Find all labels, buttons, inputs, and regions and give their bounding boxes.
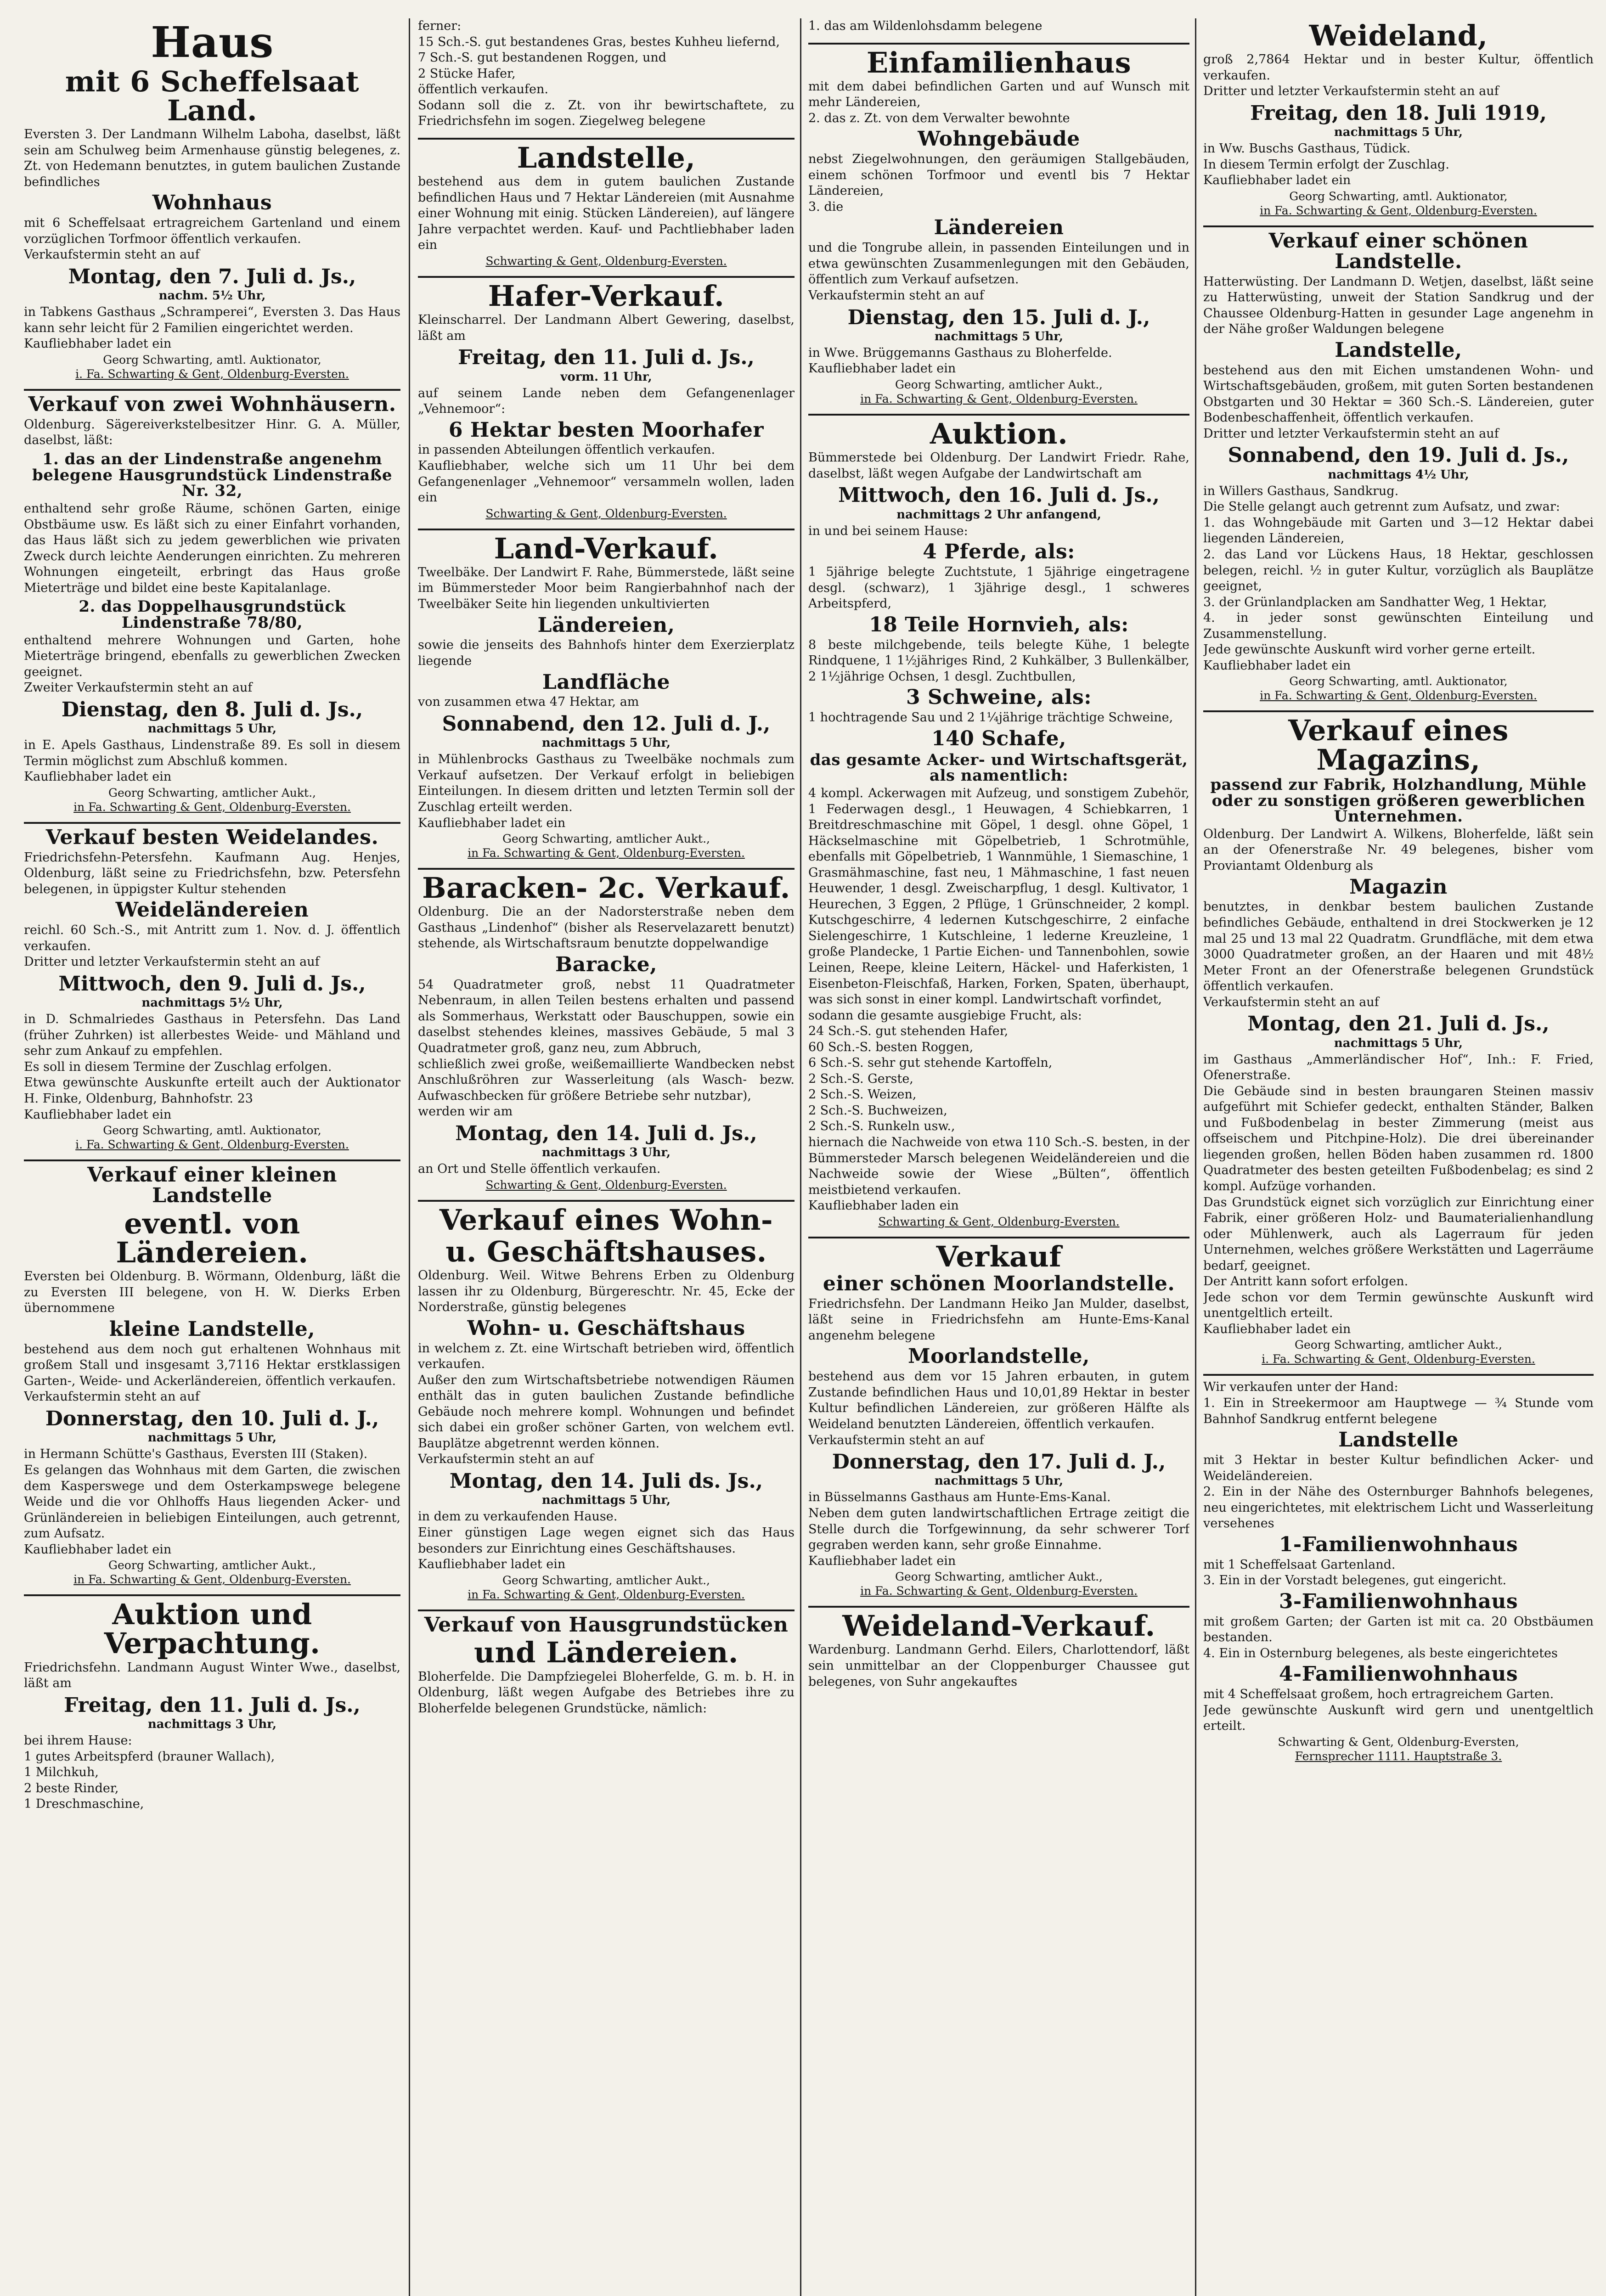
ad-text: 2 beste Rinder, (24, 1781, 119, 1795)
ad-text: 3. die (808, 199, 844, 214)
auction-time: nachmittags 5 Uhr, (147, 722, 277, 736)
auction-time: nachmittags 5 Uhr, (541, 736, 671, 750)
auction-date: Montag, den 7. Juli d. Js., (68, 265, 356, 288)
ad-divider (418, 138, 795, 140)
advertisement (1203, 21, 1594, 222)
ad-text: 1 Milchkuh, (24, 1765, 99, 1780)
auction-date: Dienstag, den 15. Juli d. J., (847, 305, 1150, 329)
ad-text: 2 Sch.-S. Buchweizen, (808, 1103, 947, 1118)
ad-text: 1 gutes Arbeitspferd (brauner Wallach), (24, 1749, 275, 1764)
ad-text: Oldenburg. Die an der Nadorsterstraße neben dem Gasthaus „Lindenhof“ (bisher als Reservelazarett benutzt) stehende, als Wirtschaftsraum benutzte doppelwandige (418, 905, 795, 951)
ad-text: Kaufliebhaber ladet ein (24, 770, 172, 784)
advertisement (24, 827, 400, 1156)
ad-text: in D. Schmalriedes Gasthaus in Petersfehn. Das Land (früher Zuhrken) ist allerbestes Weide- und Mähland und sehr zum Ankauf zu empfehlen. (24, 1012, 400, 1058)
advertisement (418, 281, 795, 525)
ad-text: 4. in jeder sonst gewünschten Einteilung und Zusammenstellung. (1203, 611, 1594, 641)
ad-signature: in Fa. Schwarting & Gent, Oldenburg-Eversten. (73, 800, 351, 814)
ad-text: Kaufliebhaber, welche sich um 11 Uhr bei dem Gefangenenlager „Vehnemoor“ versammeln wollen, laden ein (418, 459, 795, 505)
ad-text: 2 Stücke Hafer, (418, 66, 516, 81)
ad-text: 2 Sch.-S. Gerste, (808, 1071, 913, 1086)
ad-text: Oldenburg. Der Landwirt A. Wilkens, Bloherfelde, läßt sein an der Ofenerstraße Nr. 49 belegenes, bisher vom Proviantamt Oldenburg als (1203, 827, 1594, 873)
ad-text: Bloherfelde. Die Dampfziegelei Bloherfelde, G. m. b. H. in Oldenburg, läßt wegen Aufgabe des Betriebes ihre zu Bloherfelde belegenen Grundstücke, nämlich: (418, 1669, 795, 1716)
ad-text: in dem zu verkaufenden Hause. (418, 1509, 618, 1524)
column-rule (800, 18, 801, 2296)
ad-text: öffentlich verkaufen. (418, 82, 548, 97)
ad-signature: Schwarting & Gent, Oldenburg-Eversten, (1278, 1735, 1519, 1749)
ad-text: 1 Dreschmaschine, (24, 1797, 144, 1812)
auction-time: nachmittags 5 Uhr, (1334, 1036, 1463, 1050)
column-rule (1195, 18, 1196, 2296)
ad-text: Friedrichsfehn. Landmann August Winter Wwe., daselbst, läßt am (24, 1660, 400, 1691)
ad-heading: Land-Verkauf. (494, 531, 719, 565)
ad-heading: Weideland, (1309, 19, 1488, 52)
ad-divider (24, 1594, 400, 1596)
ad-text: Kaufliebhaber ladet ein (24, 1107, 172, 1122)
advertisement (418, 1615, 795, 1722)
ad-signature: Fernsprecher 1111. Hauptstraße 3. (1295, 1749, 1502, 1763)
ad-heading: Verkauf von Hausgrundstücken (424, 1613, 789, 1637)
ad-text: 3. der Grünlandplacken am Sandhatter Weg, 1 Hektar, (1203, 595, 1547, 609)
ad-subheading: 3 Schweine, als: (906, 686, 1092, 709)
ad-text: bestehend aus dem vor 15 Jahren erbauten, in gutem Zustande befindlichen Haus und 10,01,89 Hektar in bester Kultur befindlichen Ländereien, zur größeren Hälfte als Weideland benutzten Ländereien, öffentlich verkaufen. (808, 1369, 1189, 1431)
ad-text: bestehend aus dem noch gut erhaltenen Wohnhaus mit großem Stall und insgesamt 3,7116 Hektar erstklassigen Garten-, Weide- und Ackerländereien, öffentlich verkaufen. (24, 1342, 400, 1388)
ad-text: Kaufliebhaber ladet ein (1203, 658, 1351, 673)
auction-date: Donnerstag, den 17. Juli d. J., (832, 1450, 1166, 1474)
ad-heading: eventl. von Ländereien. (116, 1206, 309, 1270)
ad-text: sodann die gesamte ausgiebige Frucht, als: (808, 1008, 1082, 1023)
ad-subheading: 18 Teile Hornvieh, als: (869, 613, 1129, 636)
auction-time: vorm. 11 Uhr, (560, 370, 652, 384)
ad-text: 2. Ein in der Nähe des Osternburger Bahnhofs belegenes, neu eingerichtetes, mit elektrischem Licht und Wasserleitung versehenes (1203, 1485, 1594, 1531)
ad-divider (808, 1237, 1189, 1238)
advertisement (1203, 716, 1594, 1370)
auction-date: Freitag, den 11. Juli d. Js., (458, 346, 755, 370)
ad-text: 6 Sch.-S. sehr gut stehende Kartoffeln, (808, 1056, 1053, 1070)
ad-text: in passenden Abteilungen öffentlich verkaufen. (418, 443, 716, 457)
ad-text: bestehend aus den mit Eichen umstandenen Wohn- und Wirtschaftsgebäuden, großem, mit guten Sorten bestandenen Obstgarten und 30 Hektar = 360 Sch.-S. Ländereien, guter Bodenbeschaffenheit, öffentlich verkaufen. (1203, 363, 1594, 425)
column-3 (808, 18, 1189, 2296)
ad-heading: und Ländereien. (473, 1636, 738, 1670)
ad-text: an Ort und Stelle öffentlich verkaufen. (418, 1162, 661, 1176)
ad-text: in Hermann Schütte's Gasthaus, Eversten III (Staken). (24, 1447, 368, 1462)
ad-signature: Schwarting & Gent, Oldenburg-Eversten. (485, 1178, 727, 1192)
ad-text: Der Antritt kann sofort erfolgen. (1203, 1274, 1409, 1289)
ad-heading: Verkauf besten Weidelandes. (45, 825, 379, 849)
ad-text: Dritter und letzter Verkaufstermin steht an auf (24, 955, 320, 969)
ad-signature: Georg Schwarting, amtlicher Aukt., (1295, 1338, 1502, 1352)
ad-text: mit 1 Scheffelsaat Gartenland. (1203, 1557, 1396, 1572)
ad-text: Oldenburg. Sägereiverkstelbesitzer Hinr. G. A. Müller, daselbst, läßt: (24, 417, 400, 448)
ad-text: 1. das Wohngebäude mit Garten und 3—12 Hektar dabei liegenden Ländereien, (1203, 515, 1594, 546)
ad-subheading: Landfläche (542, 670, 671, 694)
ad-subheading: 4 Pferde, als: (923, 540, 1075, 564)
ad-heading: Verkauf eines Magazins, (1288, 714, 1509, 777)
ad-text: 1. Ein in Streekermoor am Hauptwege — ¾ Stunde vom Bahnhof Sandkrug entfernt belegene (1203, 1396, 1594, 1426)
ad-text: Die Stelle gelangt auch getrennt zum Aufsatz, und zwar: (1203, 500, 1560, 514)
column-1 (24, 18, 400, 2296)
auction-date: Sonnabend, den 19. Juli d. Js., (1228, 444, 1569, 467)
auction-time: nachmittags 3 Uhr, (541, 1146, 671, 1160)
ad-signature: Georg Schwarting, amtl. Auktionator, (103, 1124, 321, 1137)
ad-text: Jede schon vor dem Termin gewünschte Auskunft wird unentgeltlich erteilt. (1203, 1290, 1594, 1321)
auction-time: nachmittags 5 Uhr, (147, 1431, 277, 1445)
ad-signature: Georg Schwarting, amtlicher Aukt., (108, 786, 316, 799)
ad-text: Jede gewünschte Auskunft wird gern und unentgeltlich erteilt. (1203, 1703, 1594, 1733)
ad-signature: Schwarting & Gent, Oldenburg-Eversten. (878, 1215, 1120, 1228)
auction-date: Mittwoch, den 16. Juli d. Js., (838, 484, 1160, 507)
ad-heading: Auktion. (930, 417, 1068, 451)
ad-heading: Verkauf eines Wohn- (439, 1203, 773, 1237)
ad-divider (808, 414, 1189, 416)
ad-text: in welchem z. Zt. eine Wirtschaft betrieben wird, öffentlich verkaufen. (418, 1341, 795, 1372)
ad-text: in Ww. Buschs Gasthaus, Tüdick. (1203, 141, 1411, 156)
ad-signature: Georg Schwarting, amtl. Auktionator, (1289, 189, 1508, 203)
ad-text: Zweiter Verkaufstermin steht an auf (24, 681, 253, 695)
ad-heading: Haus (151, 18, 274, 67)
ad-text: 60 Sch.-S. besten Roggen, (808, 1040, 974, 1054)
auction-date: Montag, den 14. Juli ds. Js., (449, 1469, 763, 1493)
ad-heading: Weideland-Verkauf. (842, 1609, 1155, 1643)
advertisement (808, 419, 1189, 1233)
advertisement (418, 531, 795, 864)
ad-text: Einer günstigen Lage wegen eignet sich das Haus besonders zur Einrichtung eines Geschäftshauses. (418, 1525, 795, 1556)
ad-text: Tweelbäke. Der Landwirt F. Rahe, Bümmerstede, läßt seine im Bümmersteder Moor beim Rangierbahnhof nach der Tweelbäker Seite hin liegenden unkultivierten (418, 565, 795, 611)
ad-divider (1203, 710, 1594, 712)
ad-text: auf seinem Lande neben dem Gefangenenlager „Vehnemoor“: (418, 386, 795, 416)
ad-text: hiernach die Nachweide von etwa 110 Sch.-S. besten, in der Bümmersteder Marsch belegenen Weideländereien und die Nachweide sowie der Wiese „Bülten“, öffentlich meistbietend verkaufen. (808, 1135, 1189, 1197)
ad-divider (808, 1606, 1189, 1608)
ad-heading: Landstelle, (517, 141, 696, 174)
ad-subheading: 140 Schafe, (931, 726, 1066, 750)
ad-signature: Georg Schwarting, amtlicher Aukt., (895, 378, 1103, 392)
ad-text: enthaltend mehrere Wohnungen und Garten, hohe Mieterträge bringend, ebenfalls zu gewerblichen Zwecken geeignet. (24, 633, 400, 679)
ad-text: mit 4 Scheffelsaat großem, hoch ertragreichem Garten. (1203, 1687, 1554, 1702)
ad-subheading: 6 Hektar besten Moorhafer (448, 418, 764, 442)
ad-text: 2. das z. Zt. von dem Verwalter bewohnte (808, 111, 1070, 125)
ad-text: Kaufliebhaber ladet ein (418, 1557, 566, 1572)
ad-signature: i. Fa. Schwarting & Gent, Oldenburg-Eversten. (1262, 1352, 1535, 1366)
ad-text: Bümmerstede bei Oldenburg. Der Landwirt Friedr. Rahe, daselbst, läßt wegen Aufgabe der Landwirtschaft am (808, 450, 1189, 481)
ad-signature: in Fa. Schwarting & Gent, Oldenburg-Eversten. (1260, 689, 1537, 703)
ad-text: mit großem Garten; der Garten ist mit ca. 20 Obstbäumen bestanden. (1203, 1614, 1594, 1645)
ad-subheading: Moorlandstelle, (908, 1345, 1090, 1368)
ad-text: Außer den zum Wirtschaftsbetriebe notwendigen Räumen enthält das in guten baulichen Zustande befindliche Gebäude noch mehrere kompl. Wohnungen und befindet sich dabei ein großer schöner Garten, von welchem evtl. Bauplätze abgetrennt werden können. (418, 1373, 795, 1451)
ad-divider (418, 1200, 795, 1202)
ad-text: in Büsselmanns Gasthaus am Hunte-Ems-Kanal. (808, 1490, 1111, 1505)
ad-divider (1203, 1374, 1594, 1376)
auction-time: nachmittags 5 Uhr, (541, 1493, 671, 1508)
ad-text: groß 2,7864 Hektar und in bester Kultur, öffentlich verkaufen. (1203, 52, 1594, 83)
ad-subheading: kleine Landstelle, (109, 1317, 316, 1341)
ad-text: Oldenburg. Weil. Witwe Behrens Erben zu Oldenburg lassen ihr zu Oldenburg, Bürgereschtr. Nr. 45, Ecke der Norderstraße, günstig belegenes (418, 1268, 795, 1315)
auction-date: Mittwoch, den 9. Juli d. Js., (58, 972, 366, 996)
auction-date: Freitag, den 11. Juli d. Js., (64, 1693, 361, 1717)
ad-text: Kaufliebhaber ladet ein (808, 1553, 956, 1568)
advertisement (418, 873, 795, 1196)
ad-subheading: 1-Familienwohnhaus (1279, 1532, 1518, 1556)
ad-divider (418, 1609, 795, 1611)
ad-text: sowie die jenseits des Bahnhofs hinter dem Exerzierplatz liegende (418, 638, 795, 668)
column-4 (1203, 18, 1594, 2296)
auction-date: Freitag, den 18. Juli 1919, (1250, 101, 1547, 125)
ad-heading: Verkauf einer schönen Landstelle. (1268, 229, 1528, 273)
ad-heading: mit 6 Scheffelsaat Land. (65, 64, 360, 128)
auction-time: nachmittags 3 Uhr, (147, 1717, 277, 1732)
ad-text: Verkaufstermin steht an auf (808, 288, 984, 303)
ad-signature: Georg Schwarting, amtl. Auktionator, (103, 353, 321, 367)
ad-text: 4. Ein in Osternburg belegenes, als beste eingerichtetes (1203, 1646, 1558, 1660)
ad-text: bei ihrem Hause: (24, 1733, 132, 1748)
advertisement (1203, 231, 1594, 707)
ad-signature: in Fa. Schwarting & Gent, Oldenburg-Eversten. (1260, 203, 1537, 217)
ad-text: bestehend aus dem in gutem baulichen Zustande befindlichen Haus und 7 Hektar Ländereien (mit Ausnahme einer Wohnung mit einig. Stücken Ländereien), auf längere Jahre verpachtet werden. Kauf- und Pachtliebhaber laden ein (418, 174, 795, 253)
ad-text: Kleinscharrel. Der Landmann Albert Gewering, daselbst, läßt am (418, 313, 795, 343)
ad-text: Kaufliebhaber laden ein (808, 1199, 959, 1213)
auction-date: Montag, den 21. Juli d. Js., (1247, 1012, 1550, 1036)
ad-text: Jede gewünschte Auskunft wird vorher gerne erteilt. (1203, 642, 1536, 657)
ad-text: in Tabkens Gasthaus „Schramperei“, Eversten 3. Das Haus kann sehr leicht für 2 Familien eingerichtet werden. (24, 305, 400, 335)
ad-text: Wardenburg. Landmann Gerhd. Eilers, Charlottendorf, läßt sein unmittelbar an der Cloppenburger Chaussee gut belegenes, von Suhr angekauftes (808, 1643, 1189, 1689)
ad-text: Verkaufstermin steht an auf (418, 1452, 594, 1467)
ad-subheading: 4-Familienwohnhaus (1279, 1662, 1518, 1686)
ad-text: Friedrichsfehn. Der Landmann Heiko Jan Mulder, daselbst, läßt seine in Friedrichsfehn am Hunte-Ems-Kanal angenehm belegene (808, 1296, 1189, 1343)
ad-signature: in Fa. Schwarting & Gent, Oldenburg-Eversten. (860, 392, 1138, 406)
ad-text: in Willers Gasthaus, Sandkrug. (1203, 484, 1399, 498)
ad-subheading: Magazin (1349, 875, 1448, 899)
ad-subheading: Landstelle (1338, 1428, 1459, 1452)
ad-signature: Georg Schwarting, amtlicher Aukt., (502, 1573, 710, 1587)
ad-text: 7 Sch.-S. gut bestandenen Roggen, und (418, 51, 667, 65)
ad-divider (24, 389, 400, 391)
advertisement (24, 1165, 400, 1591)
advertisement (1203, 1379, 1594, 1767)
ad-signature: Schwarting & Gent, Oldenburg-Eversten. (485, 254, 727, 268)
advertisement (24, 394, 400, 818)
ad-text: 2 Sch.-S. Runkeln usw., (808, 1119, 955, 1134)
auction-time: nachmittags 4½ Uhr, (1328, 467, 1469, 482)
ad-text: Kaufliebhaber ladet ein (24, 1542, 172, 1557)
ad-signature: in Fa. Schwarting & Gent, Oldenburg-Eversten. (860, 1584, 1138, 1598)
ad-divider (418, 868, 795, 870)
ad-text: mit 3 Hektar in bester Kultur befindlichen Acker- und Weideländereien. (1203, 1452, 1594, 1483)
ad-text: Wir verkaufen unter der Hand: (1203, 1380, 1398, 1395)
advertisement (808, 45, 1189, 410)
ad-text: 3. Ein in der Vorstadt belegenes, gut eingericht. (1203, 1573, 1507, 1588)
ad-text: in Mühlenbrocks Gasthaus zu Tweelbäke nochmals zum Verkauf aufsetzen. Der Verkauf erfolgt in beliebigen Einteilungen. In diesem dritten und letzten Termin soll der Zuschlag erteilt werden. (418, 752, 795, 814)
ad-signature: in Fa. Schwarting & Gent, Oldenburg-Eversten. (468, 846, 745, 860)
ad-divider (418, 276, 795, 278)
ad-text: in E. Apels Gasthaus, Lindenstraße 89. Es soll in diesem Termin möglichst zum Abschluß kommen. (24, 738, 400, 768)
ad-signature: Georg Schwarting, amtl. Auktionator, (1289, 675, 1508, 688)
ad-text: in und bei seinem Hause: (808, 523, 968, 538)
auction-date: Sonnabend, den 12. Juli d. J., (442, 712, 771, 736)
ad-signature: in Fa. Schwarting & Gent, Oldenburg-Eversten. (468, 1587, 745, 1601)
auction-time: nachmittags 5 Uhr, (1334, 125, 1463, 140)
advertisement (418, 18, 795, 134)
ad-text: 4 kompl. Ackerwagen mit Aufzeug, und sonstigem Zubehör, 1 Federwagen desgl., 1 Heuwagen, 4 Schiebkarren, 1 Breitdreschmaschine mit Göpel, 1 desgl. ohne Göpel, 1 Häckselmaschine mit Göpelbetrieb, 1 Schrotmühle, ebenfalls mit Göpelbetrieb, 1 Wannmühle, 1 Siemaschine, 1 Grasmähmaschine, fast neu, 1 Mähmaschine, 1 fast neuen Heuwender, 1 desgl. Zweischarpflug, 1 desgl. Kultivator, 1 Heurechen, 3 Eggen, 2 Pflüge, 1 Grünschneider, 2 kompl. Kutschgeschirre, 4 ledernen Kutschgeschirre, 2 einfache Sielengeschirre, 1 Kutschleine, 1 lederne Kreuzleine, 1 große Plandecke, 1 Partie Eichen- und Tannenbohlen, sowie Leinen, Reepe, kleine Leitern, Häckel- und Haferkisten, 1 Eisenbeton-Fleischfaß, Harken, Forken, Spaten, überhaupt, was sich sonst in einer kompl. Landwirtschaft vorfindet, (808, 786, 1189, 1007)
ad-subheading: Ländereien (934, 216, 1064, 240)
ad-subheading: Ländereien, (537, 613, 675, 637)
ad-heading: Baracken- 2c. Verkauf. (422, 871, 790, 905)
ad-text: Dritter und letzter Verkaufstermin steht an auf (1203, 84, 1499, 99)
ad-text: 8 beste milchgebende, teils belegte Kühe, 1 belegte Rindquene, 1 1½jähriges Rind, 2 Kuhkälber, 3 Bullenkälber, 2 1½jährige Ochsen, 1 desgl. Zuchtbullen, (808, 637, 1189, 684)
ad-text: Es gelangen das Wohnhaus mit dem Garten, die zwischen dem Kasperswege und dem Osterkampswege belegene Weide und die vor Ohlhoffs Haus liegenden Acker- und Grünländereien in beliebigen Einteilungen, auch getrennt, zum Aufsatz. (24, 1463, 400, 1541)
ad-text: In diesem Termin erfolgt der Zuschlag. (1203, 157, 1449, 172)
ad-text: benutztes, in denkbar bestem baulichen Zustande befindliches Gebäude, enthaltend in drei Stockwerken je 12 mal 25 und 13 mal 22 Quadratm. Grundfläche, mit dem etwa 3000 Quadratmeter großen, an der Haaren und mit 48½ Meter Front an der Ofenerstraße belegenen Grundstück öffentlich verkaufen. (1203, 900, 1594, 994)
ad-text: Eversten 3. Der Landmann Wilhelm Laboha, daselbst, läßt sein am Schulweg beim Armenhause günstig belegenes, z. Zt. von Hedemann benutztes, in gutem baulichen Zustande befindliches (24, 127, 400, 189)
ad-text: Etwa gewünschte Auskunfte erteilt auch der Auktionator H. Finke, Oldenburg, Bahnhofstr. 23 (24, 1075, 400, 1106)
ad-subheading: das gesamte Acker- und Wirtschaftsgerät, als namentlich: (810, 750, 1188, 785)
ad-divider (24, 1159, 400, 1161)
ad-text: Hatterwüsting. Der Landmann D. Wetjen, daselbst, läßt seine zu Hatterwüsting, unweit der Station Sandkrug und der Chaussee Oldenburg-Hatten in gesunder Lage angenehm in der Nähe großer Waldungen belegene (1203, 274, 1594, 337)
column-rule (409, 18, 410, 2296)
auction-time: nachmittags 5 Uhr, (934, 329, 1064, 343)
ad-divider (24, 822, 400, 824)
ad-text: 15 Sch.-S. gut bestandenes Gras, bestes Kuhheu liefernd, (418, 34, 780, 49)
ad-text: in Wwe. Brüggemanns Gasthaus zu Bloherfelde. (808, 345, 1112, 360)
ad-text: Verkaufstermin steht an auf (1203, 995, 1379, 1009)
advertisement (24, 18, 400, 385)
ad-text: Kaufliebhaber ladet ein (418, 816, 566, 830)
ad-text: Verkaufstermin steht an auf (24, 248, 200, 262)
ad-divider (418, 529, 795, 530)
ad-text: 1. das am Wildenlohsdamm belegene (808, 19, 1042, 33)
ad-text: enthaltend sehr große Räume, schönen Garten, einige Obstbäume usw. Es läßt sich zu einer Einfahrt vorhanden, das Haus läßt sich zu jedem gewerblichen wie privaten Zweck durch leichte Aenderungen einrichten. Zu mehreren Wohnungen eingeteilt, erbringt das Haus große Mieterträge und bildet eine beste Kapitalanlage. (24, 501, 400, 595)
ad-text: Neben dem guten landwirtschaftlichen Ertrage zeitigt die Stelle durch die Torfgewinnung, da sehr schwerer Torf gegraben werden kann, sehr große Einnahme. (808, 1506, 1189, 1553)
ad-subheading: 2. das Doppelhausgrundstück Lindenstraße 78/80, (79, 597, 346, 632)
ad-text: Kaufliebhaber ladet ein (808, 361, 956, 376)
ad-heading: u. Geschäftshauses. (445, 1234, 767, 1268)
auction-time: nachmittags 5½ Uhr, (141, 996, 283, 1010)
advertisement (808, 1611, 1189, 1694)
ad-heading: Verkauf einer kleinen Landstelle (87, 1163, 338, 1207)
ad-subheading: Weideländereien (115, 898, 309, 922)
advertisement (418, 143, 795, 272)
ad-text: Kaufliebhaber ladet ein (1203, 173, 1351, 188)
ad-text: Kaufliebhaber ladet ein (1203, 1322, 1351, 1336)
ad-signature: i. Fa. Schwarting & Gent, Oldenburg-Eversten. (75, 1138, 349, 1152)
ad-subheading: 3-Familienwohnhaus (1279, 1589, 1518, 1613)
ad-text: nebst Ziegelwohnungen, den geräumigen Stallgebäuden, einem schönen Torfmoor und eventl bis 7 Hektar Ländereien, (808, 152, 1189, 198)
ad-text: reichl. 60 Sch.-S., mit Antritt zum 1. Nov. d. J. öffentlich verkaufen. (24, 923, 400, 953)
ad-heading: Hafer-Verkauf. (488, 279, 725, 313)
ad-text: Verkaufstermin steht an auf (24, 1390, 200, 1404)
advertisement (24, 1600, 400, 1817)
ad-heading: Verkauf von zwei Wohnhäusern. (28, 393, 396, 416)
ad-text: im Gasthaus „Ammerländischer Hof“, Inh.: F. Fried, Ofenerstraße. (1203, 1052, 1594, 1083)
ad-signature: in Fa. Schwarting & Gent, Oldenburg-Eversten. (73, 1573, 351, 1587)
ad-text: ferner: (418, 19, 462, 33)
ad-subheading: Landstelle, (1335, 338, 1462, 362)
ad-text: Die Gebäude sind in besten braungaren Steinen massiv aufgeführt mit Schiefer gedeckt, enthalten Ständer, Balken und Fußbodenbelag in bester Zimmerung (meist aus offseischem und Pitchpine-Holz). Die drei übereinander liegenden großen, hellen Böden haben zusammen rd. 1800 Quadratmeter des besten geteilten Fußbodenbelag; es sind 2 kompl. Aufzüge vorhanden. (1203, 1084, 1594, 1193)
ad-text: 1 5jährige belegte Zuchtstute, 1 5jährige eingetragene desgl. (schwarz), 1 3jährige desgl., 1 schweres Arbeitspferd, (808, 565, 1189, 611)
ad-divider (808, 43, 1189, 45)
ad-text: 54 Quadratmeter groß, nebst 11 Quadratmeter Nebenraum, in allen Teilen bestens erhalten und passend als Sommerhaus, Werkstatt oder Bauschuppen, sowie ein daselbst stehendes kleines, massives Gebäude, 5 mal 3 Quadratmeter groß, ganz neu, zum Abbruch, (418, 977, 795, 1055)
ad-heading: einer schönen Moorlandstelle. (823, 1272, 1175, 1295)
ad-subheading: Wohn- u. Geschäftshaus (467, 1316, 745, 1340)
auction-time: nachm. 5½ Uhr, (158, 289, 266, 303)
ad-text: mit 6 Scheffelsaat ertragreichem Gartenland und einem vorzüglichen Torfmoor öffentlich verkaufen. (24, 216, 400, 246)
advertisement (418, 1205, 795, 1606)
ad-signature: Schwarting & Gent, Oldenburg-Eversten. (485, 506, 727, 520)
ad-heading: Verkauf (936, 1239, 1062, 1273)
ad-heading: passend zur Fabrik, Holzhandlung, Mühle oder zu sonstigen größeren gewerblichen Unternehmen. (1210, 775, 1587, 826)
ad-text: Friedrichsfehn-Petersfehn. Kaufmann Aug. Henjes, Oldenburg, läßt seine zu Friedrichsfehn, bzw. Petersfehn belegenen, in üppigster Kultur stehenden (24, 850, 400, 896)
ad-text: Verkaufstermin steht an auf (808, 1433, 984, 1447)
ad-signature: Georg Schwarting, amtlicher Aukt., (895, 1570, 1103, 1584)
ad-signature: i. Fa. Schwarting & Gent, Oldenburg-Eversten. (75, 367, 349, 381)
ad-text: 24 Sch.-S. gut stehenden Hafer, (808, 1024, 1009, 1039)
ad-heading: Auktion und Verpachtung. (104, 1598, 321, 1660)
auction-time: nachmittags 5 Uhr, (934, 1474, 1064, 1488)
ad-text: 1 hochtragende Sau und 2 1¼jährige trächtige Schweine, (808, 710, 1173, 725)
ad-subheading: Wohngebäude (918, 127, 1080, 151)
ad-signature: Georg Schwarting, amtlicher Aukt., (502, 832, 710, 846)
ad-text: schließlich zwei große, weißemaillierte Wandbecken nebst Anschlußröhren zur Wasserleitung (als Wasch- bezw. Aufwaschbecken für größere Betriebe sehr nutzbar), (418, 1057, 795, 1103)
column-2 (418, 18, 795, 2296)
ad-subheading: Baracke, (555, 952, 657, 976)
ad-text: Kaufliebhaber ladet ein (24, 337, 172, 351)
ad-text: und die Tongrube allein, in passenden Einteilungen und in etwa gewünschten Zusammenlegungen mit den Gebäuden, öffentlich zum Verkauf aufsetzen. (808, 241, 1189, 287)
ad-text: Es soll in diesem Termine der Zuschlag erfolgen. (24, 1059, 332, 1074)
ad-text: mit dem dabei befindlichen Garten und auf Wunsch mit mehr Ländereien, (808, 79, 1189, 110)
ad-text: Eversten bei Oldenburg. B. Wörmann, Oldenburg, läßt die zu Eversten III belegene, von H. W. Dierks Erben übernommene (24, 1269, 400, 1316)
advertisement (808, 18, 1189, 39)
ad-divider (1203, 225, 1594, 227)
ad-text: Dritter und letzter Verkaufstermin steht an auf (1203, 426, 1499, 441)
ad-text: 2. das Land vor Lückens Haus, 18 Hektar, geschlossen belegen, reichl. ½ in guter Kultur, vorzüglich als Bauplätze geeignet, (1203, 547, 1594, 594)
auction-time: nachmittags 2 Uhr anfangend, (896, 507, 1101, 522)
ad-text: von zusammen etwa 47 Hektar, am (418, 695, 639, 709)
ad-text: Das Grundstück eignet sich vorzüglich zur Einrichtung einer Fabrik, einer größeren Holz- und Baumaterialienhandlung oder Mühlenwerk, auch als Lagerraum für jeden Unternehmen, welches größere Werkstätten und Lagerräume bedarf, geeignet. (1203, 1195, 1594, 1273)
ad-text: werden wir am (418, 1104, 513, 1119)
ad-subheading: Wohnhaus (152, 191, 272, 215)
auction-date: Donnerstag, den 10. Juli d. J., (45, 1407, 379, 1431)
ad-signature: Georg Schwarting, amtlicher Aukt., (108, 1559, 316, 1572)
ad-subheading: 1. das an der Lindenstraße angenehm belegene Hausgrundstück Lindenstraße Nr. 32, (32, 450, 393, 501)
ad-text: 2 Sch.-S. Weizen, (808, 1087, 917, 1102)
auction-date: Montag, den 14. Juli d. Js., (455, 1121, 757, 1145)
ad-text: Sodann soll die z. Zt. von ihr bewirtschaftete, zu Friedrichsfehn im sogen. Ziegelweg belegene (418, 98, 795, 129)
ad-heading: Einfamilienhaus (866, 45, 1132, 79)
advertisement (808, 1239, 1189, 1602)
auction-date: Dienstag, den 8. Juli d. Js., (61, 698, 363, 721)
